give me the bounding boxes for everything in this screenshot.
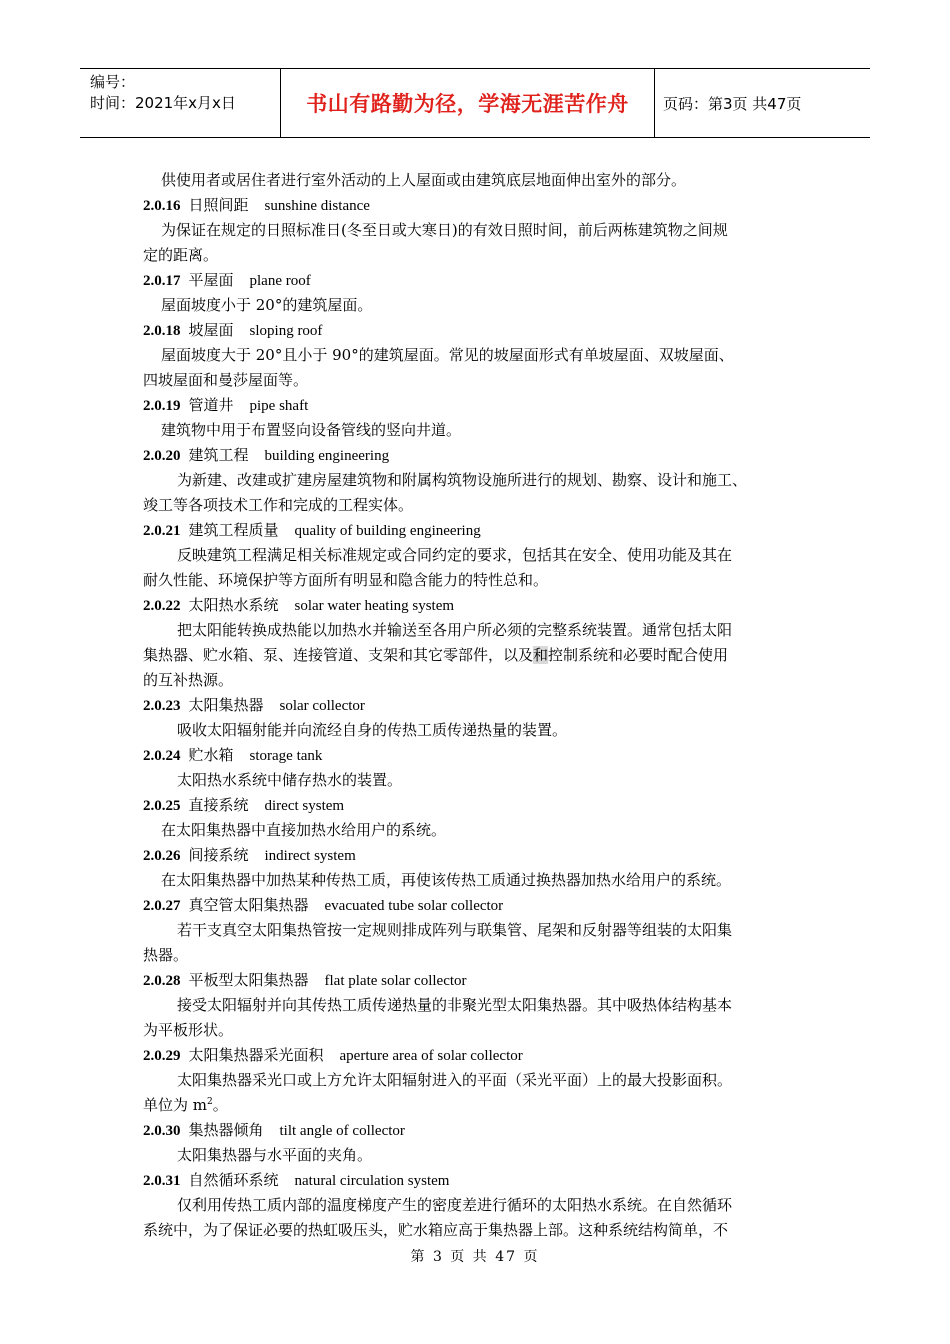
- term-heading: [143, 1043, 823, 1068]
- term-number: 2.0.23: [143, 698, 181, 714]
- paragraph-line: 耐久性能、环境保护等方面所有明显和隐含能力的特性总和。: [143, 571, 549, 589]
- term-english: solar collector: [279, 698, 365, 714]
- document-body: [143, 168, 823, 1243]
- header-page-cell: [655, 69, 870, 137]
- term-number: 2.0.24: [143, 748, 181, 764]
- term-heading: [143, 968, 823, 993]
- term-number: 2.0.26: [143, 848, 181, 864]
- term-english: aperture area of solar collector: [339, 1048, 523, 1064]
- paragraph-line: 定的距离。: [143, 246, 219, 264]
- paragraph-line: 屋面坡度小于 20°的建筑屋面。: [161, 296, 373, 314]
- term-chinese: 太阳集热器采光面积: [188, 1046, 324, 1064]
- term-heading: [143, 443, 823, 468]
- paragraph-line: 供使用者或居住者进行室外活动的上人屋面或由建筑底层地面伸出室外的部分。: [161, 171, 687, 189]
- paragraph-line: 反映建筑工程满足相关标准规定或合同约定的要求，包括其在安全、使用功能及其在: [177, 546, 733, 564]
- term-number: 2.0.27: [143, 898, 181, 914]
- header-meta: [80, 69, 281, 137]
- term-heading: [143, 268, 823, 293]
- term-chinese: 间接系统: [188, 846, 249, 864]
- paragraph-line: 在太阳集热器中直接加热水给用户的系统。: [161, 821, 447, 839]
- term-chinese: 管道井: [188, 396, 234, 414]
- paragraph-line: 太阳热水系统中储存热水的装置。: [177, 771, 403, 789]
- term-number: 2.0.22: [143, 598, 181, 614]
- term-heading: [143, 893, 823, 918]
- header-motto-cell: [281, 69, 655, 137]
- term-english: solar water heating system: [294, 598, 455, 614]
- term-chinese: 坡屋面: [188, 321, 234, 339]
- text-segment: 。: [212, 1096, 228, 1114]
- paragraph-line: 热器。: [143, 946, 189, 964]
- term-heading: [143, 793, 823, 818]
- term-number: 2.0.19: [143, 398, 181, 414]
- term-chinese: 建筑工程: [188, 446, 249, 464]
- paragraph-line: 的互补热源。: [143, 671, 234, 689]
- term-heading: [143, 593, 823, 618]
- document-date: 时间：2021年x月x日: [90, 94, 236, 112]
- term-english: sloping roof: [249, 323, 323, 339]
- term-chinese: 真空管太阳集热器: [188, 896, 309, 914]
- term-number: 2.0.17: [143, 273, 181, 289]
- term-number: 2.0.21: [143, 523, 181, 539]
- term-english: natural circulation system: [294, 1173, 450, 1189]
- term-heading: [143, 318, 823, 343]
- paragraph-line: 建筑物中用于布置竖向设备管线的竖向井道。: [161, 421, 462, 439]
- paragraph-line: 太阳集热器采光口或上方允许太阳辐射进入的平面（采光平面）上的最大投影面积。: [177, 1071, 733, 1089]
- paragraph-line: 接受太阳辐射并向其传热工质传递热量的非聚光型太阳集热器。其中吸热体结构基本: [177, 996, 733, 1014]
- term-number: 2.0.31: [143, 1173, 181, 1189]
- paragraph-line: 把太阳能转换成热能以加热水并输送至各用户所必须的完整系统装置。通常包括太阳: [177, 621, 733, 639]
- term-chinese: 太阳集热器: [188, 696, 264, 714]
- paragraph-line: [143, 643, 823, 668]
- paragraph-line: 系统中，为了保证必要的热虹吸压头，贮水箱应高于集热器上部。这种系统结构简单，不: [143, 1221, 729, 1239]
- term-english: pipe shaft: [249, 398, 309, 414]
- term-heading: [143, 1118, 823, 1143]
- term-heading: [143, 393, 823, 418]
- paragraph-line: 仅利用传热工质内部的温度梯度产生的密度差进行循环的太阳热水系统。在自然循环: [177, 1196, 733, 1214]
- text-segment: 集热器、贮水箱、泵、连接管道、支架和其它零部件，以及: [143, 646, 534, 664]
- term-chinese: 平板型太阳集热器: [188, 971, 309, 989]
- term-chinese: 太阳热水系统: [188, 596, 279, 614]
- term-number: 2.0.30: [143, 1123, 181, 1139]
- paragraph-line: 四坡屋面和曼莎屋面等。: [143, 371, 309, 389]
- term-number: 2.0.29: [143, 1048, 181, 1064]
- term-english: storage tank: [249, 748, 323, 764]
- term-number: 2.0.28: [143, 973, 181, 989]
- superscript: 2: [207, 1097, 213, 1107]
- term-heading: [143, 1168, 823, 1193]
- term-heading: [143, 743, 823, 768]
- term-number: 2.0.25: [143, 798, 181, 814]
- term-chinese: 日照间距: [188, 196, 249, 214]
- term-english: quality of building engineering: [294, 523, 481, 539]
- paragraph-line: 屋面坡度大于 20°且小于 90°的建筑屋面。常见的坡屋面形式有单坡屋面、双坡屋面、: [161, 346, 734, 364]
- paragraph-line: 为保证在规定的日照标准日(冬至日或大寒日)的有效日照时间，前后两栋建筑物之间规: [161, 221, 728, 239]
- term-english: indirect system: [264, 848, 356, 864]
- paragraph-line: 吸收太阳辐射能并向流经自身的传热工质传递热量的装置。: [177, 721, 568, 739]
- highlighted-char: 和: [533, 646, 549, 664]
- paragraph-line: 为新建、改建或扩建房屋建筑物和附属构筑物设施所进行的规划、勘察、设计和施工、: [177, 471, 748, 489]
- term-chinese: 直接系统: [188, 796, 249, 814]
- term-english: tilt angle of collector: [279, 1123, 405, 1139]
- term-heading: [143, 693, 823, 718]
- term-english: evacuated tube solar collector: [324, 898, 504, 914]
- paragraph-line: 太阳集热器与水平面的夹角。: [177, 1146, 373, 1164]
- term-number: 2.0.18: [143, 323, 181, 339]
- term-chinese: 集热器倾角: [188, 1121, 264, 1139]
- term-chinese: 平屋面: [188, 271, 234, 289]
- header-page-number: 页码：第3页 共47页: [663, 94, 802, 113]
- document-number-label: 编号：: [90, 73, 136, 91]
- term-number: 2.0.20: [143, 448, 181, 464]
- paragraph-line: 若干支真空太阳集热管按一定规则排成阵列与联集管、尾架和反射器等组装的太阳集: [177, 921, 733, 939]
- page-header: [80, 68, 870, 138]
- term-heading: [143, 518, 823, 543]
- term-english: sunshine distance: [264, 198, 370, 214]
- term-english: plane roof: [249, 273, 311, 289]
- term-chinese: 建筑工程质量: [188, 521, 279, 539]
- text-segment: 控制系统和必要时配合使用: [548, 646, 729, 664]
- paragraph-line: [143, 1093, 823, 1118]
- paragraph-line: 在太阳集热器中加热某种传热工质，再使该传热工质通过换热器加热水给用户的系统。: [161, 871, 732, 889]
- term-english: building engineering: [264, 448, 390, 464]
- term-chinese: 贮水箱: [188, 746, 234, 764]
- term-english: flat plate solar collector: [324, 973, 467, 989]
- term-heading: [143, 193, 823, 218]
- page-footer: 第 3 页 共 47 页: [410, 1249, 540, 1265]
- term-chinese: 自然循环系统: [188, 1171, 279, 1189]
- paragraph-line: 为平板形状。: [143, 1021, 234, 1039]
- term-number: 2.0.16: [143, 198, 181, 214]
- paragraph-line: 竣工等各项技术工作和完成的工程实体。: [143, 496, 414, 514]
- header-motto: 书山有路勤为径，学海无涯苦作舟: [306, 92, 629, 116]
- text-segment: 单位为 m: [143, 1096, 207, 1114]
- term-heading: [143, 843, 823, 868]
- term-english: direct system: [264, 798, 345, 814]
